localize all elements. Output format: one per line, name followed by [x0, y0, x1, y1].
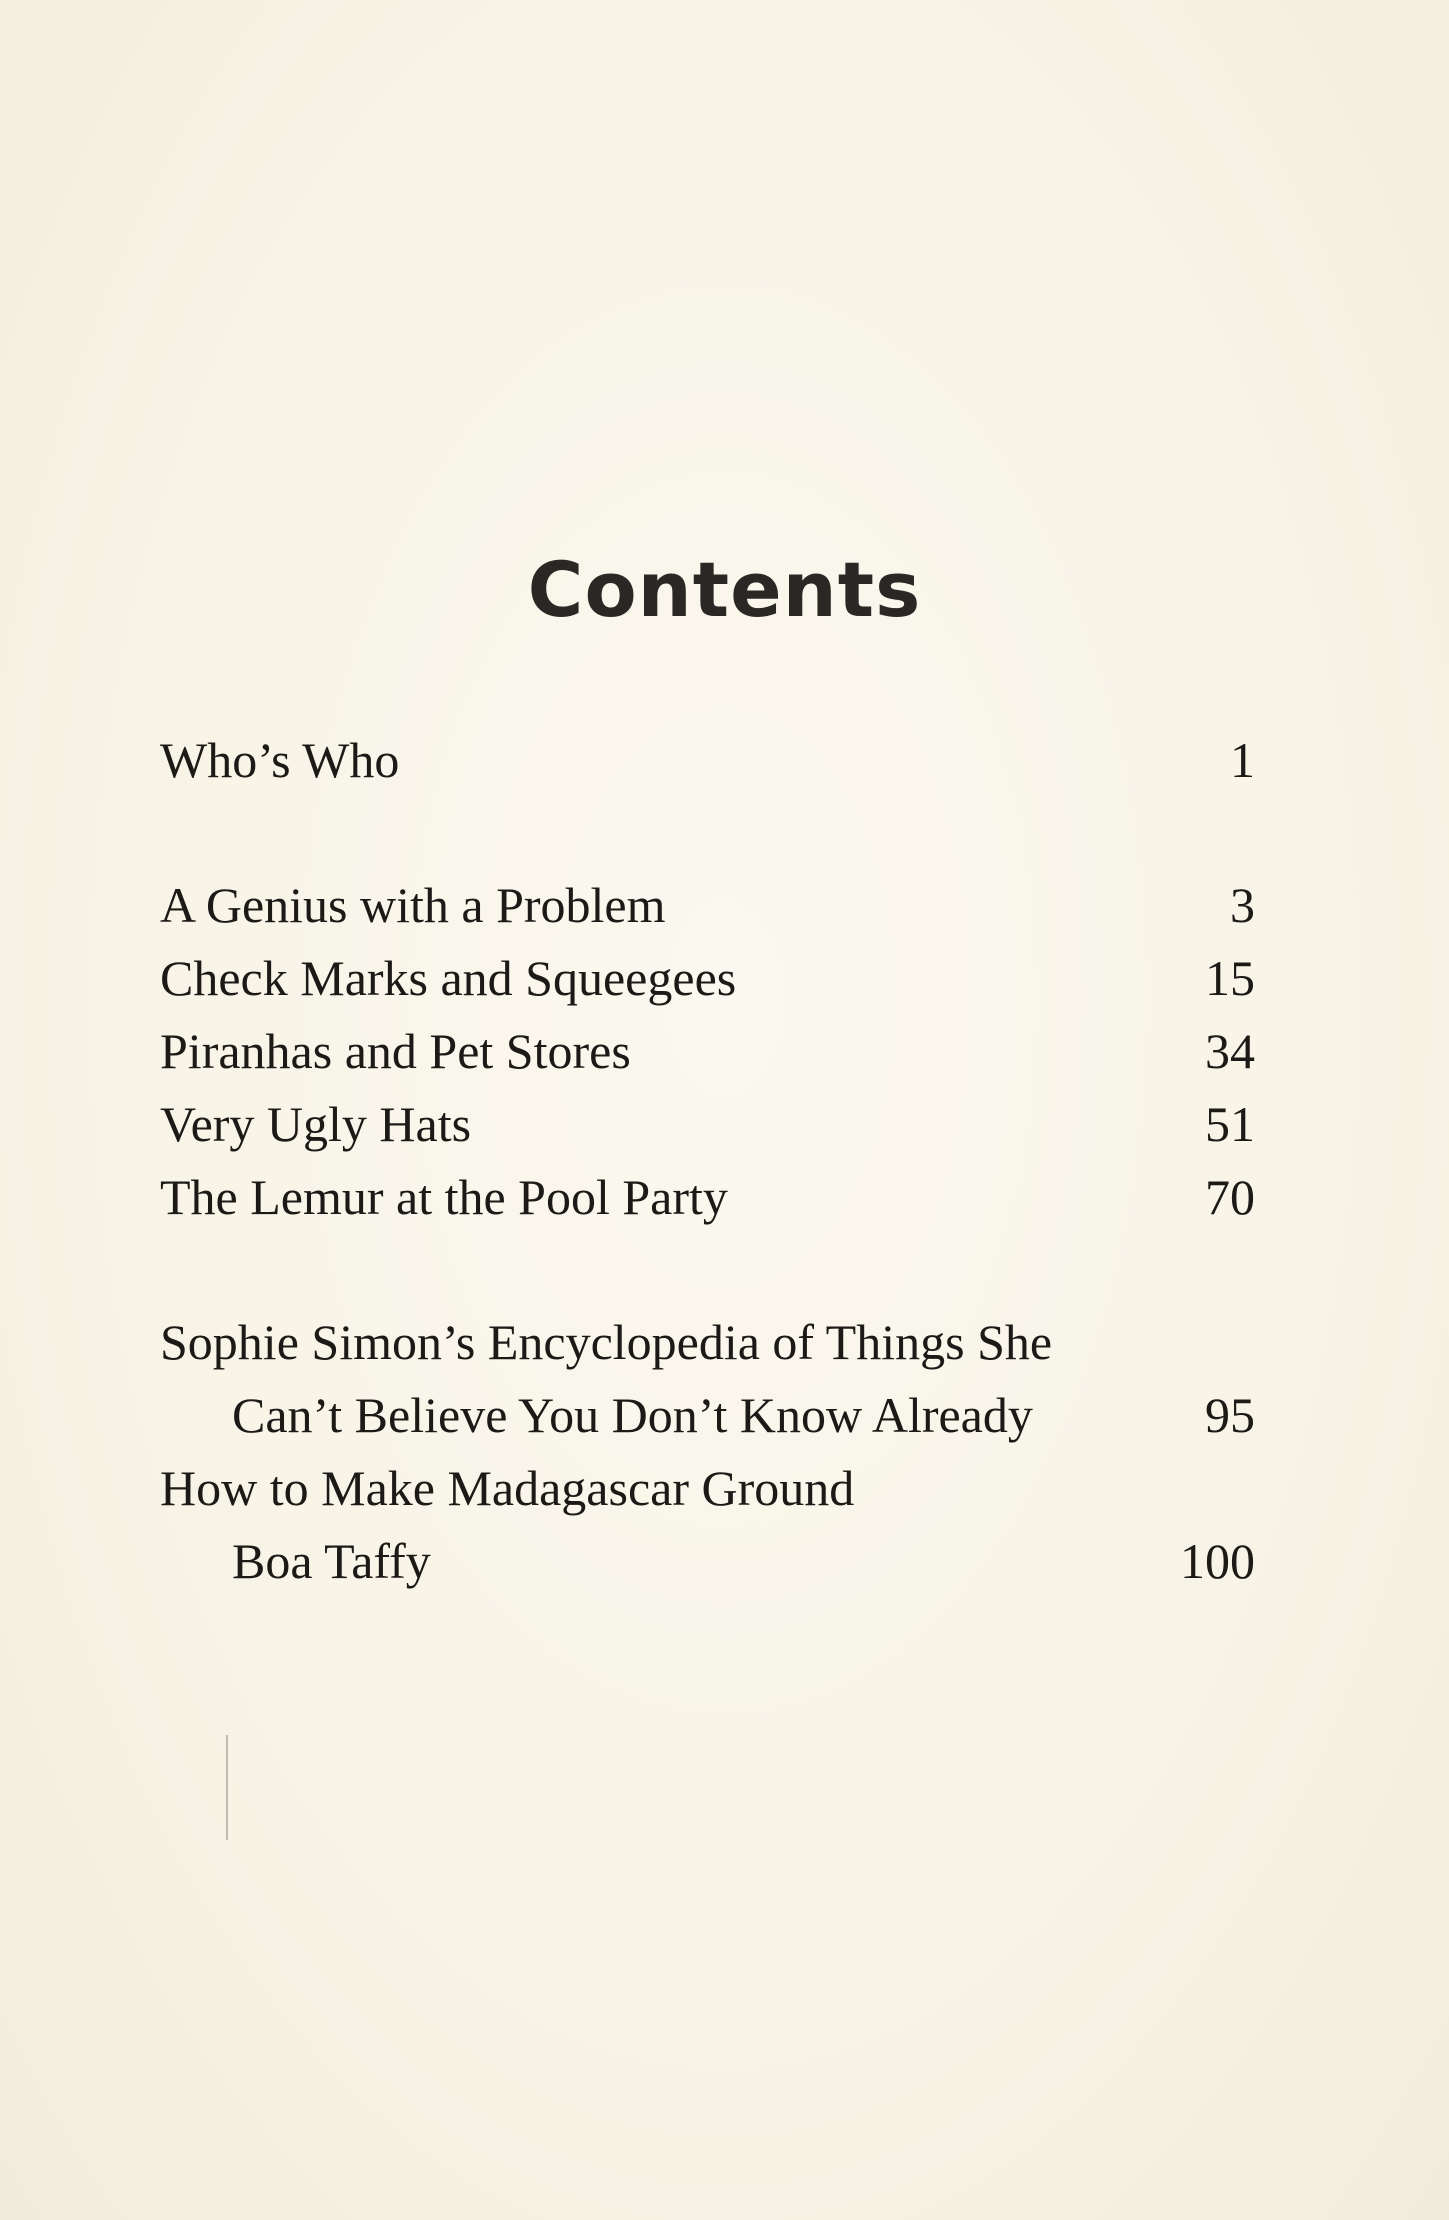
toc-entry-title: Who’s Who [160, 732, 400, 788]
toc-entry-title-continued: Can’t Believe You Don’t Know Already [232, 1387, 1033, 1443]
toc-entry-page: 95 [1205, 1387, 1255, 1443]
toc-entry-line2 [160, 1380, 1255, 1450]
toc-entry-title: The Lemur at the Pool Party [160, 1169, 728, 1225]
toc-entry [160, 1016, 1255, 1086]
toc-entry [160, 943, 1255, 1013]
toc-entry-title: Sophie Simon’s Encyclopedia of Things She [160, 1314, 1053, 1370]
toc-entry-page: 100 [1180, 1533, 1255, 1589]
toc-entry-line1 [160, 1453, 1255, 1523]
toc-entry-page: 3 [1230, 877, 1255, 933]
toc-entry-title: How to Make Madagascar Ground [160, 1460, 855, 1516]
toc-entry-title: Very Ugly Hats [160, 1096, 472, 1152]
scan-mark [226, 1735, 228, 1840]
toc-entry-title: A Genius with a Problem [160, 877, 666, 933]
toc-entry [160, 870, 1255, 940]
toc-entry-title-continued: Boa Taffy [232, 1533, 431, 1589]
page-title: Contents [527, 545, 922, 634]
toc-entry [160, 1162, 1255, 1232]
toc-entry-title: Piranhas and Pet Stores [160, 1023, 631, 1079]
toc-entry-line1 [160, 1307, 1255, 1377]
toc-entry-page: 51 [1205, 1096, 1255, 1152]
toc-entry-page: 1 [1230, 732, 1255, 788]
toc-entry-title: Check Marks and Squeegees [160, 950, 737, 1006]
toc-entry-page: 34 [1205, 1023, 1255, 1079]
toc-entry-page: 70 [1205, 1169, 1255, 1225]
toc-entry-page: 15 [1205, 950, 1255, 1006]
toc-entry [160, 725, 1255, 795]
toc-entry [160, 1089, 1255, 1159]
toc-entry-line2 [160, 1526, 1255, 1596]
